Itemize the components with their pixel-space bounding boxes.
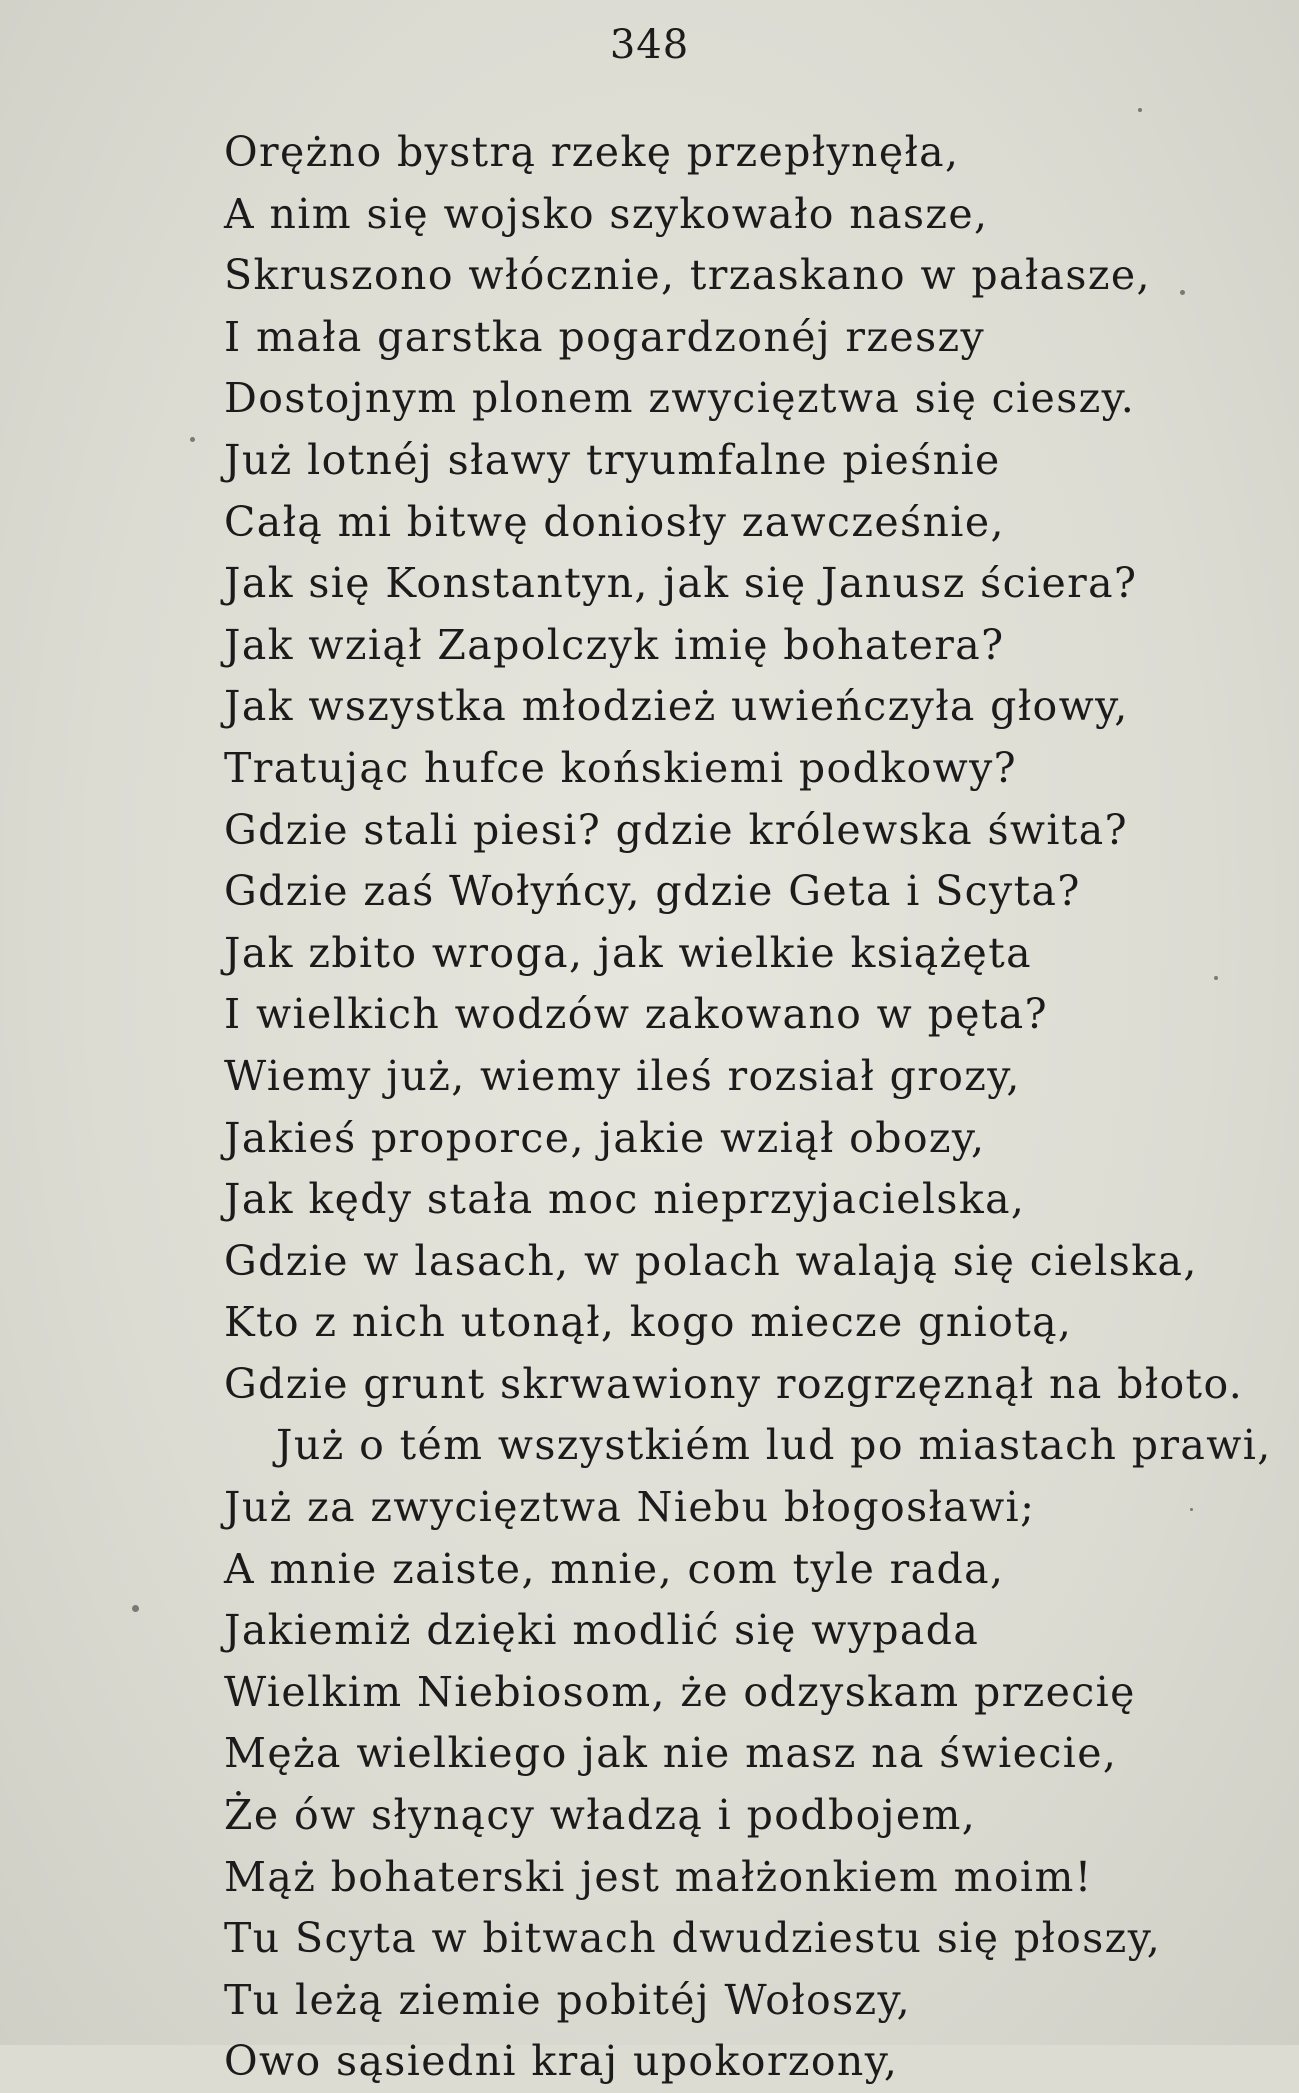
poem-line: Dostojnym plonem zwycięztwa się cieszy. — [224, 374, 1136, 423]
print-speck — [1214, 976, 1218, 980]
poem-line: Mąż bohaterski jest małżonkiem moim! — [224, 1852, 1093, 1901]
poem-line: Tratując hufce końskiemi podkowy? — [224, 743, 1018, 792]
poem-line: Kto z nich utonął, kogo miecze gniotą, — [224, 1298, 1073, 1347]
print-speck — [1138, 108, 1142, 112]
poem-line: Jakiemiż dzięki modlić się wypada — [224, 1606, 980, 1655]
poem-line: Już lotnéj sławy tryumfalne pieśnie — [224, 435, 1001, 484]
poem-line: Tu Scyta w bitwach dwudziestu się płoszy, — [224, 1914, 1162, 1963]
poem-line: Męża wielkiego jak nie masz na świecie, — [224, 1729, 1118, 1778]
poem-line: Gdzie grunt skrwawiony rozgrzęznął na błoto. — [224, 1359, 1244, 1408]
poem-line: Gdzie stali piesi? gdzie królewska świta? — [224, 805, 1129, 854]
poem-line: Wielkim Niebiosom, że odzyskam przecię — [224, 1667, 1136, 1716]
print-speck — [1190, 1508, 1193, 1511]
poem-line: Że ów słynący władzą i podbojem, — [224, 1791, 977, 1840]
print-speck — [190, 437, 195, 442]
poem-line: Jak się Konstantyn, jak się Janusz ściera? — [224, 559, 1138, 608]
poem-line: Jak kędy stała moc nieprzyjacielska, — [224, 1175, 1026, 1224]
poem-line: Orężno bystrą rzekę przepłynęła, — [224, 128, 960, 176]
poem-line: I mała garstka pogardzonéj rzeszy — [224, 312, 986, 361]
poem-text — [224, 122, 1272, 2093]
poem-line: Już o tém wszystkiém lud po miastach prawi, — [276, 1421, 1272, 1470]
poem-line: Jak zbito wroga, jak wielkie książęta — [224, 928, 1032, 977]
print-speck — [132, 1605, 139, 1612]
poem-line: Tu leżą ziemie pobitéj Wołoszy, — [224, 1975, 912, 2024]
poem-line: Jakieś proporce, jakie wziął obozy, — [224, 1113, 986, 1162]
poem-line: Skruszono włócznie, trzaskano w pałasze, — [224, 251, 1151, 300]
poem-line: Wiemy już, wiemy ileś rozsiał grozy, — [224, 1051, 1021, 1100]
poem-line: Już za zwycięztwa Niebu błogosławi; — [224, 1483, 1036, 1532]
print-speck — [1180, 290, 1185, 295]
poem-line: A nim się wojsko szykowało nasze, — [224, 189, 989, 238]
poem-line: Gdzie zaś Wołyńcy, gdzie Geta i Scyta? — [224, 867, 1081, 916]
poem-line: Gdzie w lasach, w polach walają się cielska, — [224, 1236, 1198, 1285]
poem-line: I wielkich wodzów zakowano w pęta? — [224, 990, 1048, 1039]
poem-line: Jak wziął Zapolczyk imię bohatera? — [224, 620, 1005, 669]
page-number: 348 — [609, 22, 690, 68]
poem-line: Owo sąsiedni kraj upokorzony, — [224, 2037, 899, 2086]
poem-line: Całą mi bitwę doniosły zawcześnie, — [224, 497, 1005, 546]
poem-line: Jak wszystka młodzież uwieńczyła głowy, — [224, 682, 1129, 731]
poem-line: A mnie zaiste, mnie, com tyle rada, — [224, 1544, 1005, 1593]
